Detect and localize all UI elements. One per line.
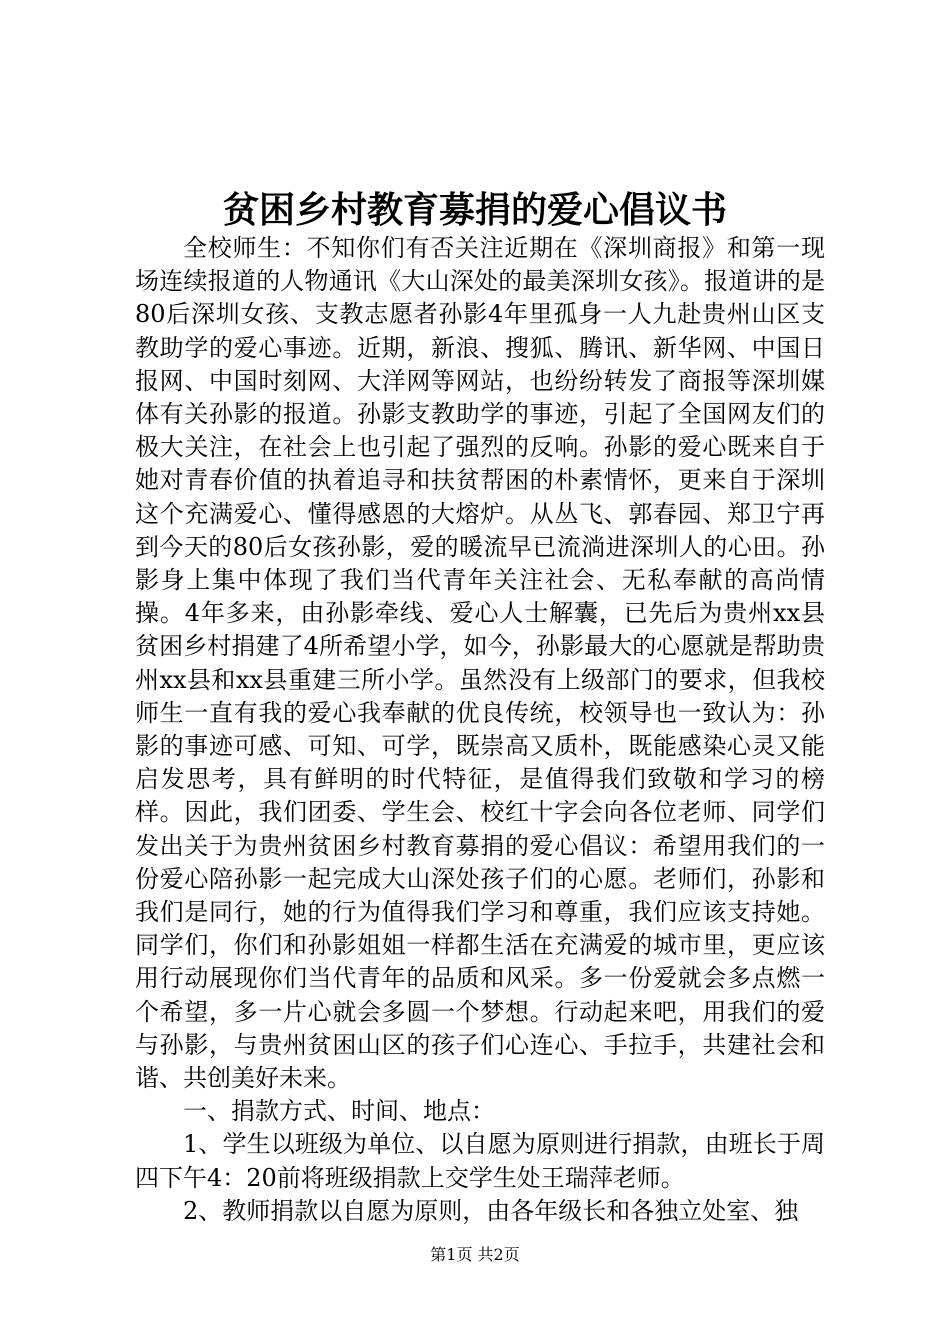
paragraph-intro: 全校师生：不知你们有否关注近期在《深圳商报》和第一现场连续报道的人物通讯《大山深处的最美深圳女孩》。报道讲的是80后深圳女孩、支教志愿者孙影4年里孤身一人九赴贵州山区支教助学的爱心事迹。近期，新浪、搜狐、腾讯、新华网、中国日报网、中国时刻网、大洋网等网站，也纷纷转发了商报等深圳媒体有关孙影的报道。孙影支教助学的事迹，引起了全国网友们的极大关注，在社会上也引起了强烈的反响。孙影的爱心既来自于她对青春价值的执着追寻和扶贫帮困的朴素情怀，更来自于深圳这个充满爱心、懂得感恩的大熔炉。从丛飞、郭春园、郑卫宁再到今天的80后女孩孙影，爱的暖流早已流淌进深圳人的心田。孙影身上集中体现了我们当代青年关注社会、无私奉献的高尚情操。4年多来，由孙影牵线、爱心人士解囊，已先后为贵州xx县贫困乡村捐建了4所希望小学，如今，孙影最大的心愿就是帮助贵州xx县和xx县重建三所小学。虽然没有上级部门的要求，但我校师生一直有我的爱心我奉献的优良传统，校领导也一致认为：孙影的事迹可感、可知、可学，既崇高又质朴，既能感染心灵又能启发思考，具有鲜明的时代特征，是值得我们致敬和学习的榜样。因此，我们团委、学生会、校红十字会向各位老师、同学们发出关于为贵州贫困乡村教育募捐的爱心倡议：希望用我们的一份爱心陪孙影一起完成大山深处孩子们的心愿。老师们，孙影和我们是同行，她的行为值得我们学习和尊重，我们应该支持她。同学们，你们和孙影姐姐一样都生活在充满爱的城市里，更应该用行动展现你们当代青年的品质和风采。多一份爱就会多点燃一个希望，多一片心就会多圆一个梦想。行动起来吧，用我们的爱与孙影，与贵州贫困山区的孩子们心连心、手拉手，共建社会和谐、共创美好未来。 <box>135 234 825 1093</box>
paragraph-section-heading: 一、捐款方式、时间、地点： <box>183 1097 495 1126</box>
document-body <box>135 232 825 1228</box>
paragraph-item-2: 2、教师捐款以自愿为原则，由各年级长和各独立处室、独 <box>183 1196 799 1225</box>
page-number-footer: 第1页 共2页 <box>430 1245 520 1264</box>
paragraph-item-1: 1、学生以班级为单位、以自愿为原则进行捐款，由班长于周四下午4：20前将班级捐款上交学生处王瑞萍老师。 <box>135 1130 825 1192</box>
document-title: 贫困乡村教育募捐的爱心倡议书 <box>222 189 727 231</box>
